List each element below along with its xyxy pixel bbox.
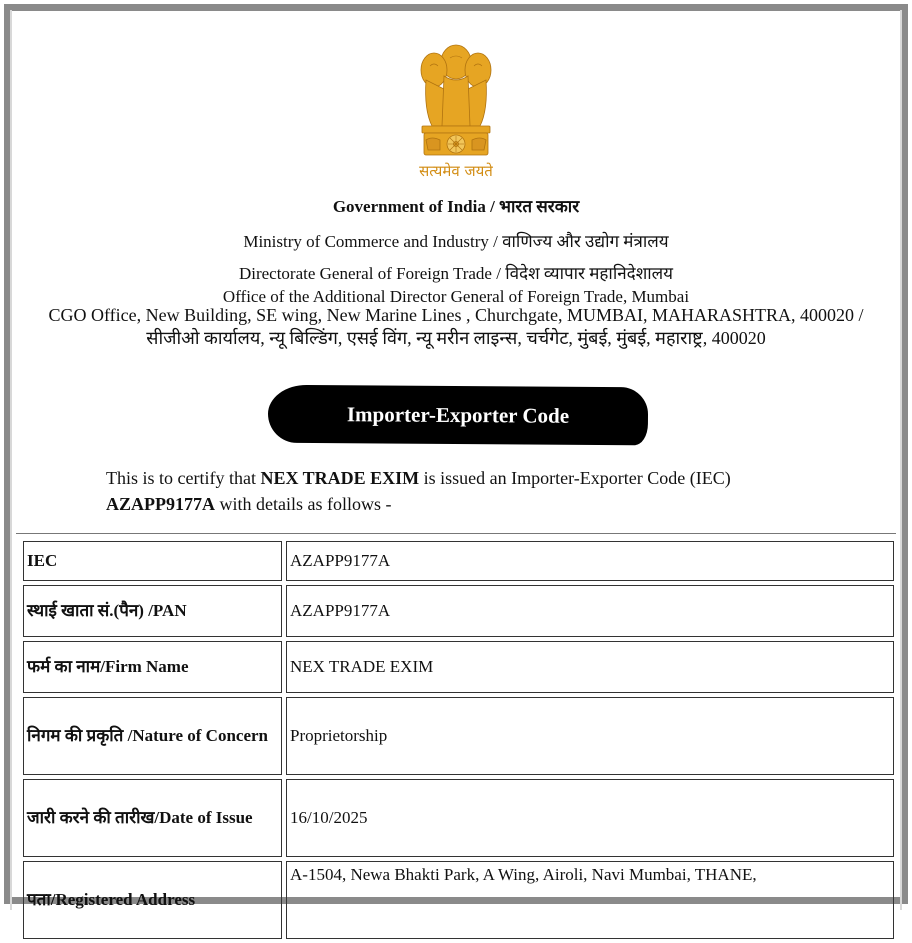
certification-statement xyxy=(106,465,826,517)
iec-code-highlight: AZAPP9177A xyxy=(106,494,215,514)
table-row xyxy=(23,585,894,637)
government-heading: Government of India / भारत सरकार xyxy=(332,197,580,216)
row-label: IEC xyxy=(23,541,282,581)
directorate-line: Directorate General of Foreign Trade / विदेश व्यापार महानिदेशालय xyxy=(238,264,674,283)
table-row xyxy=(23,641,894,693)
row-label: फर्म का नाम/Firm Name xyxy=(23,641,282,693)
certificate-title-banner xyxy=(268,385,648,446)
row-label: निगम की प्रकृति /Nature of Concern xyxy=(23,697,282,775)
intro-middle: is issued an Importer-Exporter Code (IEC) xyxy=(419,468,731,488)
row-value: NEX TRADE EXIM xyxy=(286,641,894,693)
ministry-line: Ministry of Commerce and Industry / वाणिज्य और उद्योग मंत्रालय xyxy=(243,232,669,251)
certificate-title: Importer-Exporter Code xyxy=(346,401,570,428)
national-emblem-icon xyxy=(406,40,506,182)
row-value: AZAPP9177A xyxy=(286,541,894,581)
divider xyxy=(16,533,896,534)
emblem-motto: सत्यमेव जयते xyxy=(419,162,493,180)
table-row xyxy=(23,861,894,939)
table-row xyxy=(23,779,894,857)
office-line: Office of the Additional Director General of Foreign Trade, Mumbai xyxy=(222,287,690,306)
table-row xyxy=(23,541,894,581)
row-value: A-1504, Newa Bhakti Park, A Wing, Airoli, Navi Mumbai, THANE, xyxy=(286,861,894,939)
row-label: पता/Registered Address xyxy=(23,861,282,939)
row-value: AZAPP9177A xyxy=(286,585,894,637)
firm-name-highlight: NEX TRADE EXIM xyxy=(260,468,420,488)
row-value: 16/10/2025 xyxy=(286,779,894,857)
intro-suffix: with details as follows - xyxy=(215,494,392,514)
iec-details-table xyxy=(19,537,898,943)
intro-prefix: This is to certify that xyxy=(106,468,261,488)
row-label: स्थाई खाता सं.(पैन) /PAN xyxy=(23,585,282,637)
row-value: Proprietorship xyxy=(286,697,894,775)
table-row xyxy=(23,697,894,775)
office-address: CGO Office, New Building, SE wing, New Marine Lines , Churchgate, MUMBAI, MAHARASHTRA, 400020 / सीजीओ कार्यालय, न्यू बिल्डिंग, एसई विंग, न्यू मरीन लाइन्स, चर्चगेट, मुंबई, मुंबई, महाराष्ट्र, 400020 xyxy=(48,305,864,348)
row-label: जारी करने की तारीख/Date of Issue xyxy=(23,779,282,857)
